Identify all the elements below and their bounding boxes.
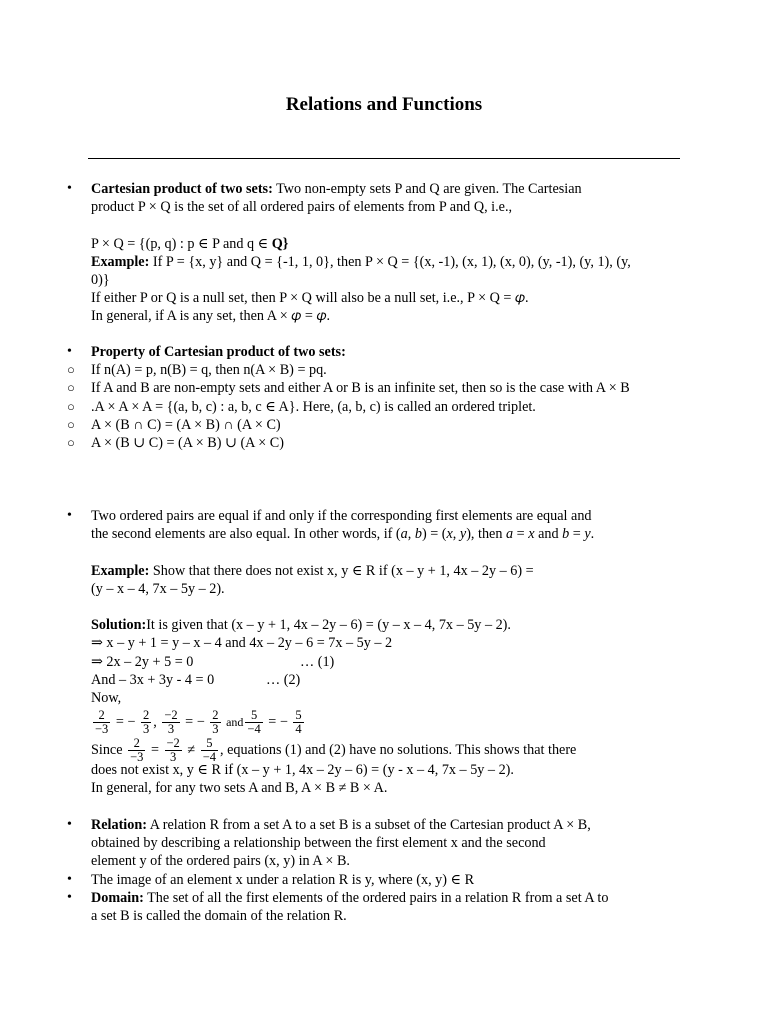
- list-item: ○ A × (B ∩ C) = (A × B) ∩ (A × C): [67, 416, 281, 433]
- example-line: Example: If P = {x, y} and Q = {-1, 1, 0}, then P × Q = {(x, -1), (x, 1), (x, 0), (y, -1), (y, 1), (y,: [91, 253, 631, 270]
- bullet-icon: •: [67, 871, 72, 887]
- list-item: • Domain: The set of all the first elements of the ordered pairs in a relation R from a set A to a set B is called the domain of the relation R.: [67, 889, 609, 924]
- circle-bullet-icon: ○: [67, 434, 75, 450]
- fraction-equation-line: $\frac{2}{-3}$ = − $\frac{2}{3}$ , $\frac{-2}{3}$ = − $\frac{2}{3}$ and $\frac{5}{-4}$ = − $\frac{5}{4}$: [95, 708, 302, 737]
- bullet-icon: •: [67, 344, 72, 359]
- title-divider: [88, 158, 680, 159]
- section-heading: Property of Cartesian product of two sets:: [91, 344, 346, 360]
- section-heading: Cartesian product of two sets:: [91, 181, 273, 197]
- ordered-pairs-section: • Two ordered pairs are equal if and only if the corresponding first elements are equal and the second elements are also equal. In other words, if (a, b) = (x, y), then a = x and b = y. Example: Show that there does not exist x, y ∈ R if (x – y + 1, 4x – 2y – 6) = (y – x – 4, 7x – 5y – 2). Solution:It is given that (x – y + 1, 4x – 2y – 6) = (y – x – 4, 7x – 5y – 2). ⇒ x – y + 1 = y – x – 4 and 4x – 2y – 6 = 7x – 5y – 2 ⇒ 2x – 2y + 5 = 0 … (1) And – 3x + 3y - 4 = 0 … (2) Now, $\frac{2}{-3}$ = − $\frac{2}{3}$ , $\frac{-2}{3}$ = − $\frac{2}{3}$ and $\frac{5}{-4}$ = − $\frac{5}{4}$ Since $\frac{2}{-3}$ = $\frac{-2}{3}$ ≠ $\frac{5}{-4}$ , equations (1) and (2) have no solutions. This shows that there does not exist x, y ∈ R if (x – y + 1, 4x – 2y – 6) = (y - x – 4, 7x – 5y – 2). In general, for any two sets A and B, A × B ≠ B × A.: [91, 507, 683, 797]
- list-item: ○ If A and B are non-empty sets and either A or B is an infinite set, then so is the case with A × B: [67, 380, 630, 397]
- bullet-icon: •: [67, 508, 72, 523]
- formula-line: P × Q = {(p, q) : p ∈ P and q ∈ Q}: [91, 235, 289, 252]
- list-item: ○ If n(A) = p, n(B) = q, then n(A × B) = pq.: [67, 362, 327, 379]
- circle-bullet-icon: ○: [67, 362, 75, 378]
- solution-line: Solution:It is given that (x – y + 1, 4x – 2y – 6) = (y – x – 4, 7x – 5y – 2).: [91, 617, 511, 634]
- list-item: • The image of an element x under a relation R is y, where (x, y) ∈ R: [67, 871, 475, 888]
- circle-bullet-icon: ○: [67, 398, 75, 414]
- since-line: Since $\frac{2}{-3}$ = $\frac{-2}{3}$ ≠ $\frac{5}{-4}$ , equations (1) and (2) have no solutions. This shows that there: [91, 736, 577, 765]
- bullet-icon: •: [67, 181, 72, 196]
- relation-section: • Relation: A relation R from a set A to a set B is a subset of the Cartesian product A × B, obtained by describing a relationship between the first element x and the second element y of the ordered pairs (x, y) in A × B. • The image of an element x under a relation R is y, where (x, y) ∈ R • Domain: The set of all the first elements of the ordered pairs in a relation R from a set A to a set B is called the domain of the relation R.: [91, 816, 683, 925]
- circle-bullet-icon: ○: [67, 380, 75, 396]
- example-line: 0)}: [91, 271, 110, 288]
- general-line: In general, if A is any set, then A × 𝜑 = 𝜑.: [91, 308, 331, 325]
- bullet-icon: •: [67, 817, 72, 832]
- bullet-icon: •: [67, 889, 72, 905]
- cartesian-product-section: [67, 180, 683, 326]
- property-section: [67, 343, 683, 452]
- definition-line: product P × Q is the set of all ordered pairs of elements from P and Q, i.e.,: [91, 199, 513, 216]
- page-title: Relations and Functions: [285, 94, 483, 115]
- definition-line: Cartesian product of two sets: Two non-empty sets P and Q are given. The Cartesian: [91, 181, 582, 197]
- list-item: ○ .A × A × A = {(a, b, c) : a, b, c ∈ A}. Here, (a, b, c) is called an ordered triplet.: [67, 398, 536, 415]
- null-set-line: If either P or Q is a null set, then P × Q will also be a null set, i.e., P × Q = 𝜑.: [91, 290, 529, 307]
- example-line: Example: Show that there does not exist x, y ∈ R if (x – y + 1, 4x – 2y – 6) =: [91, 562, 534, 579]
- list-item: ○ A × (B ∪ C) = (A × B) ∪ (A × C): [67, 434, 284, 451]
- circle-bullet-icon: ○: [67, 416, 75, 432]
